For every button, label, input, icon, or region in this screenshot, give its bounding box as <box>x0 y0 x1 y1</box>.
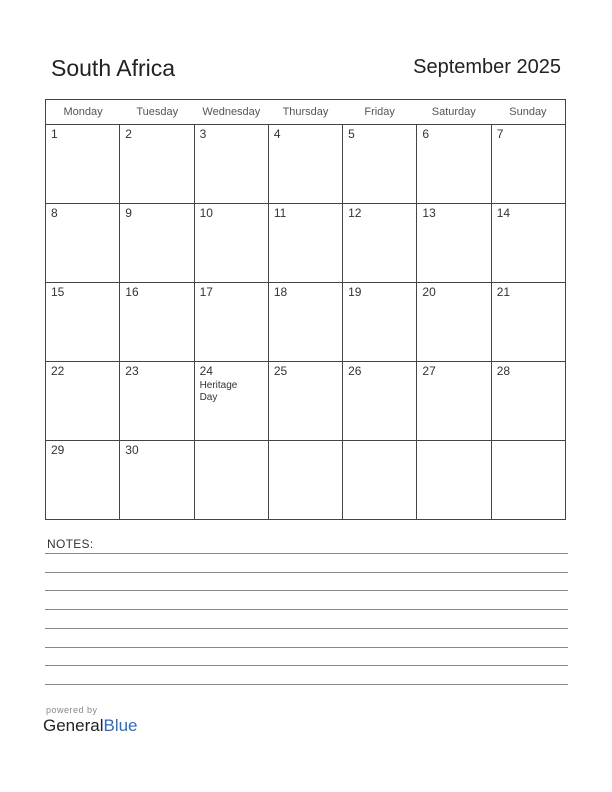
notes-line <box>45 572 568 573</box>
week-row <box>46 204 565 283</box>
day-cell <box>492 441 565 519</box>
day-number: 23 <box>125 364 139 378</box>
weekday-header: Monday <box>63 106 103 118</box>
day-number: 24 <box>199 364 213 378</box>
notes-label: NOTES: <box>47 537 94 551</box>
day-number: 18 <box>273 285 288 299</box>
day-number: 11 <box>273 206 287 220</box>
day-cell <box>417 362 491 440</box>
day-cell <box>195 125 269 203</box>
day-number: 19 <box>348 285 362 299</box>
notes-line <box>45 553 568 554</box>
day-number: 25 <box>273 364 288 378</box>
week-row <box>46 283 565 362</box>
day-number: 16 <box>125 285 139 299</box>
day-cell <box>269 204 343 282</box>
weekday-header: Friday <box>364 106 395 118</box>
day-cell <box>492 204 565 282</box>
weekday-header: Thursday <box>282 106 329 118</box>
day-number: 4 <box>273 127 281 141</box>
day-number: 12 <box>348 206 362 220</box>
day-cell <box>343 283 417 361</box>
day-cell <box>46 441 120 519</box>
day-cell <box>343 125 417 203</box>
day-cell <box>269 362 343 440</box>
day-cell <box>417 283 491 361</box>
brand-blue: Blue <box>103 716 138 735</box>
day-number: 6 <box>422 127 430 141</box>
day-cell <box>46 362 120 440</box>
notes-line <box>45 609 568 610</box>
day-cell <box>417 204 491 282</box>
calendar-grid <box>45 99 566 520</box>
week-row <box>46 362 565 441</box>
notes-line <box>45 647 568 648</box>
day-cell <box>120 362 194 440</box>
day-number: 28 <box>496 364 511 378</box>
month-title: September 2025 <box>413 56 561 78</box>
day-cell <box>195 362 269 440</box>
day-cell <box>417 441 491 519</box>
day-number: 26 <box>348 364 362 378</box>
day-number: 7 <box>496 127 504 141</box>
generalblue-logo <box>43 716 138 736</box>
day-cell <box>269 441 343 519</box>
country-title: South Africa <box>51 55 176 81</box>
day-number: 1 <box>51 127 58 141</box>
day-number: 20 <box>422 285 436 299</box>
day-number: 5 <box>348 127 355 141</box>
day-cell <box>343 204 417 282</box>
day-cell <box>269 283 343 361</box>
notes-line <box>45 684 568 685</box>
day-number: 29 <box>51 443 65 457</box>
day-number: 3 <box>199 127 207 141</box>
weekday-header: Tuesday <box>136 106 179 118</box>
day-cell <box>343 441 417 519</box>
day-number: 22 <box>51 364 65 378</box>
day-number: 15 <box>51 285 65 299</box>
holiday-label: Heritage Day <box>199 380 238 403</box>
week-row <box>46 125 565 204</box>
day-cell <box>195 283 269 361</box>
day-cell <box>46 125 120 203</box>
day-cell <box>120 441 194 519</box>
day-cell <box>195 204 269 282</box>
day-number: 10 <box>199 206 213 220</box>
day-cell <box>492 283 565 361</box>
day-number: 9 <box>125 206 132 220</box>
weekday-header: Saturday <box>431 106 476 118</box>
weekday-header-row <box>46 100 565 125</box>
day-number: 8 <box>51 206 58 220</box>
week-row <box>46 441 565 519</box>
day-cell <box>492 362 565 440</box>
powered-by-text: powered by <box>46 705 98 715</box>
day-number: 13 <box>422 206 436 220</box>
day-cell <box>120 204 194 282</box>
day-number: 2 <box>125 127 132 141</box>
notes-line <box>45 665 568 666</box>
day-cell <box>417 125 491 203</box>
weekday-header: Wednesday <box>202 106 261 118</box>
day-cell <box>343 362 417 440</box>
day-number: 21 <box>496 285 511 299</box>
day-cell <box>120 125 194 203</box>
day-cell <box>492 125 565 203</box>
day-number: 30 <box>125 443 139 457</box>
weekday-header: Sunday <box>509 106 547 118</box>
day-cell <box>46 283 120 361</box>
day-cell <box>269 125 343 203</box>
day-cell <box>195 441 269 519</box>
day-cell <box>120 283 194 361</box>
notes-line <box>45 590 568 591</box>
brand-general: General <box>43 716 104 735</box>
day-number: 17 <box>199 285 213 299</box>
day-number: 27 <box>422 364 436 378</box>
day-number: 14 <box>496 206 511 220</box>
notes-line <box>45 628 568 629</box>
day-cell <box>46 204 120 282</box>
